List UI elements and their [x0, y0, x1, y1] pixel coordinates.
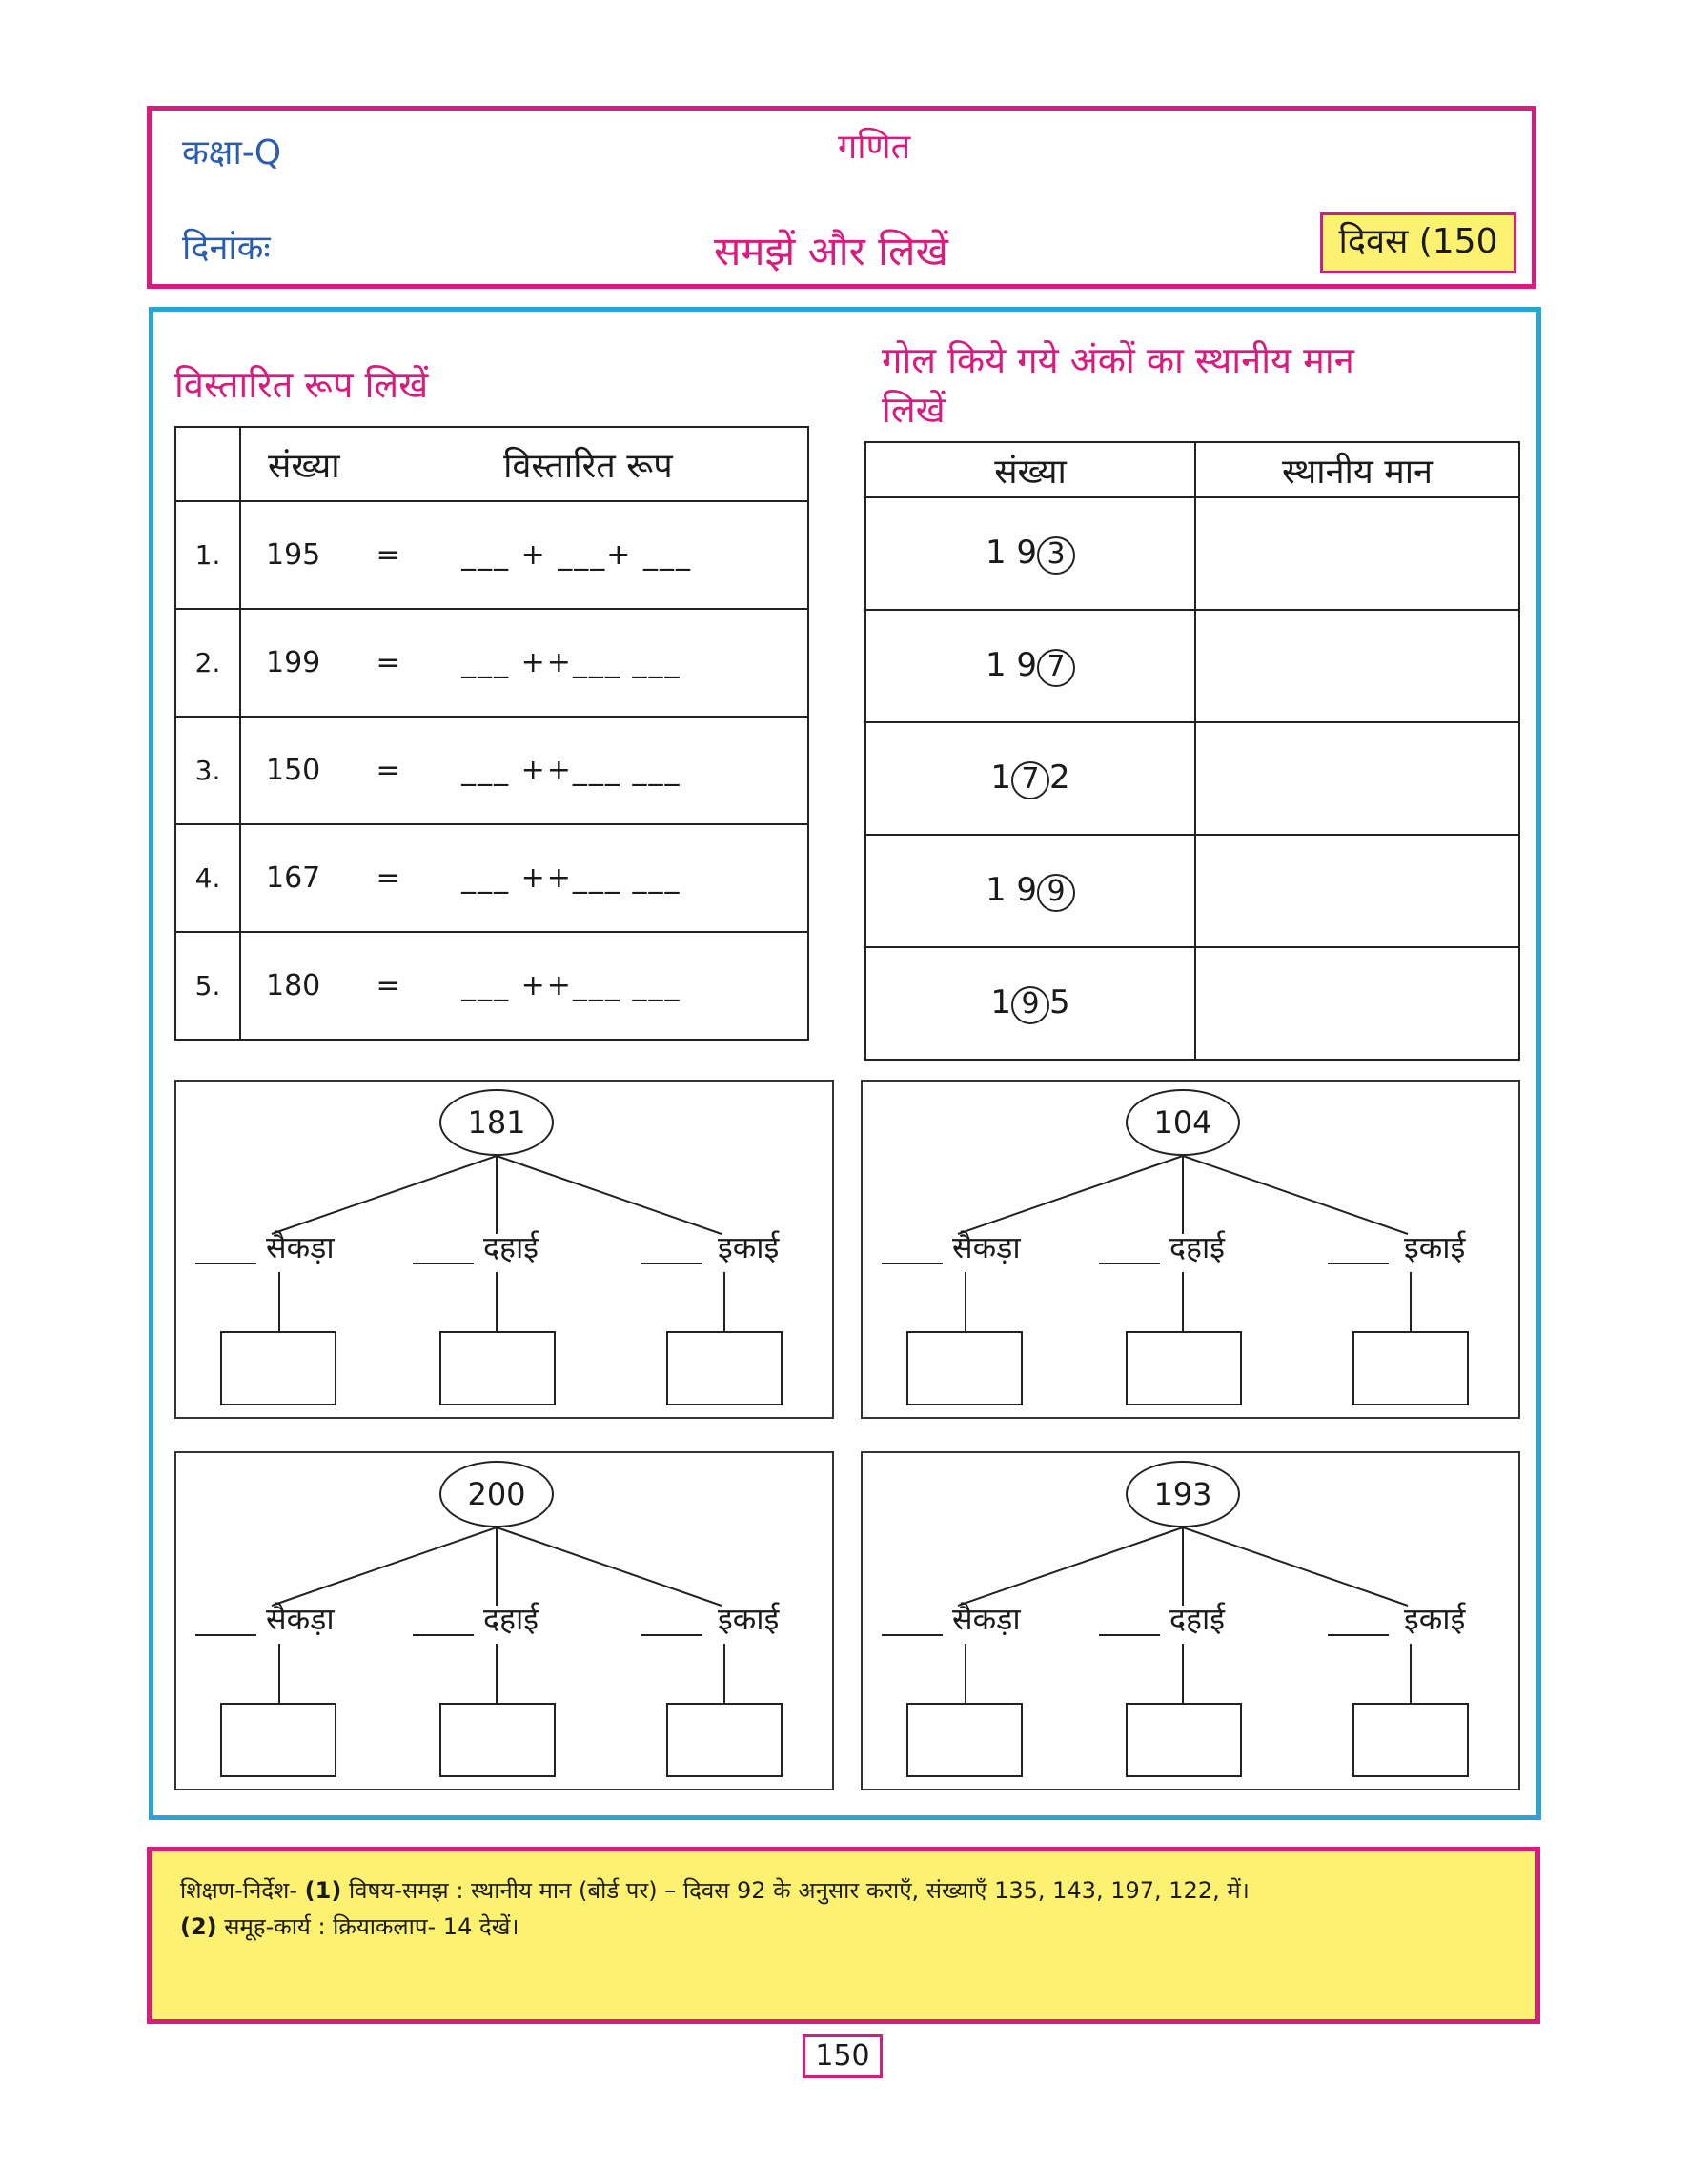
equals-sign: =	[376, 538, 400, 572]
place-value-column-header: स्थानीय मान	[1195, 442, 1519, 497]
row-index: 3.	[175, 717, 240, 824]
expanded-form-title: विस्तारित रूप लिखें	[174, 364, 429, 406]
row-index: 5.	[175, 932, 240, 1040]
note-number: (2)	[180, 1913, 217, 1940]
ones-label: इकाई	[718, 1601, 780, 1637]
number-cell	[865, 947, 1195, 1060]
answer-cell[interactable]	[1195, 835, 1519, 947]
note-text: विषय-समझ : स्थानीय मान (बोर्ड पर) – दिवस 92 के अनुसार कराएँ, संख्याएँ 135, 143, 197, 122, में।	[348, 1877, 1250, 1904]
table-row	[865, 610, 1519, 722]
hundreds-blank[interactable]	[882, 1634, 943, 1636]
table-row	[175, 824, 808, 932]
note-line-1	[180, 1874, 1250, 1906]
ones-label: इकाई	[1404, 1601, 1466, 1637]
number-cell	[865, 497, 1195, 610]
ones-blank[interactable]	[1328, 1263, 1389, 1264]
answer-cell[interactable]	[1195, 610, 1519, 722]
place-value-table-header	[865, 442, 1519, 497]
hundreds-answer-box[interactable]	[220, 1703, 336, 1777]
hundreds-answer-box[interactable]	[906, 1331, 1023, 1405]
tens-label: दहाई	[483, 1601, 539, 1637]
digits: 1 9	[985, 645, 1038, 684]
row-index: 1.	[175, 501, 240, 609]
index-header-cell	[175, 427, 240, 501]
digits: 1 9	[985, 533, 1038, 572]
table-row	[865, 947, 1519, 1060]
tree-number: 200	[439, 1461, 554, 1527]
place-value-tree	[861, 1080, 1520, 1419]
answer-blanks[interactable]: ___ + ___+ ___	[461, 538, 692, 572]
tens-answer-box[interactable]	[1126, 1331, 1242, 1405]
tens-label: दहाई	[1169, 1229, 1225, 1265]
answer-blanks[interactable]: ___ ++___ ___	[461, 861, 681, 895]
table-row	[175, 501, 808, 609]
circled-digit: 7	[1037, 649, 1075, 687]
number-column-header: संख्या	[865, 442, 1195, 497]
digits-after: 2	[1049, 758, 1070, 797]
table-row	[175, 717, 808, 824]
ones-answer-box[interactable]	[1352, 1331, 1469, 1405]
ones-answer-box[interactable]	[666, 1331, 783, 1405]
tens-label: दहाई	[483, 1229, 539, 1265]
expanded-row-content	[240, 932, 808, 1040]
tens-answer-box[interactable]	[439, 1703, 556, 1777]
table-row	[865, 835, 1519, 947]
circled-digit: 7	[1011, 761, 1049, 799]
number-cell	[865, 835, 1195, 947]
hundreds-blank[interactable]	[882, 1263, 943, 1264]
number-cell	[865, 610, 1195, 722]
row-number: 199	[266, 646, 321, 679]
row-index: 4.	[175, 824, 240, 932]
expanded-header-cell	[240, 427, 808, 501]
tens-blank[interactable]	[413, 1263, 474, 1264]
circled-digit: 9	[1011, 986, 1049, 1024]
row-number: 195	[266, 538, 321, 572]
date-label: दिनांकः	[182, 229, 271, 268]
ones-blank[interactable]	[641, 1263, 702, 1264]
expanded-column-header: विस्तारित रूप	[503, 446, 673, 486]
place-value-table	[864, 441, 1520, 1061]
row-number: 150	[266, 754, 321, 787]
expanded-row-content	[240, 717, 808, 824]
hundreds-blank[interactable]	[195, 1263, 256, 1264]
row-index: 2.	[175, 609, 240, 717]
expanded-form-table	[174, 426, 809, 1041]
circled-digit: 3	[1037, 536, 1075, 575]
day-badge: दिवस (150	[1320, 212, 1516, 273]
note-number: (1)	[304, 1877, 342, 1904]
answer-blanks[interactable]: ___ ++___ ___	[461, 754, 681, 787]
hundreds-label: सैकड़ा	[266, 1601, 335, 1637]
place-value-tree	[861, 1451, 1520, 1790]
note-text: समूह-कार्य : क्रियाकलाप- 14 देखें।	[224, 1913, 519, 1940]
row-number: 167	[266, 861, 321, 895]
tens-blank[interactable]	[1099, 1634, 1160, 1636]
note-line-2	[180, 1911, 519, 1942]
answer-cell[interactable]	[1195, 497, 1519, 610]
subject-title: गणित	[838, 128, 911, 167]
number-column-header: संख्या	[268, 446, 340, 486]
digits: 1 9	[985, 870, 1038, 909]
tens-answer-box[interactable]	[1126, 1703, 1242, 1777]
hundreds-blank[interactable]	[195, 1634, 256, 1636]
tree-number: 181	[439, 1089, 554, 1156]
page-number: 150	[803, 2034, 883, 2078]
hundreds-answer-box[interactable]	[220, 1331, 336, 1405]
tree-number: 104	[1126, 1089, 1240, 1156]
answer-blanks[interactable]: ___ ++___ ___	[461, 646, 681, 679]
ones-answer-box[interactable]	[1352, 1703, 1469, 1777]
ones-answer-box[interactable]	[666, 1703, 783, 1777]
table-row	[865, 722, 1519, 835]
table-row	[175, 932, 808, 1040]
equals-sign: =	[376, 969, 400, 1002]
answer-cell[interactable]	[1195, 947, 1519, 1060]
place-value-tree	[174, 1080, 834, 1419]
hundreds-label: सैकड़ा	[266, 1229, 335, 1265]
class-label: कक्षा-Q	[182, 133, 282, 172]
tens-blank[interactable]	[413, 1634, 474, 1636]
notes-prefix: शिक्षण-निर्देश-	[180, 1877, 298, 1904]
number-cell	[865, 722, 1195, 835]
row-number: 180	[266, 969, 321, 1002]
answer-blanks[interactable]: ___ ++___ ___	[461, 969, 681, 1002]
digits: 1	[990, 982, 1011, 1021]
hundreds-label: सैकड़ा	[952, 1601, 1021, 1637]
expanded-row-content	[240, 609, 808, 717]
table-row	[175, 609, 808, 717]
equals-sign: =	[376, 861, 400, 895]
tens-blank[interactable]	[1099, 1263, 1160, 1264]
ones-label: इकाई	[1404, 1229, 1466, 1265]
tens-answer-box[interactable]	[439, 1331, 556, 1405]
equals-sign: =	[376, 754, 400, 787]
place-value-title-line2: लिखें	[882, 389, 946, 431]
tens-label: दहाई	[1169, 1601, 1225, 1637]
table-row	[865, 497, 1519, 610]
digits: 1	[990, 758, 1011, 797]
answer-cell[interactable]	[1195, 722, 1519, 835]
expanded-table-header	[175, 427, 808, 501]
ones-blank[interactable]	[641, 1634, 702, 1636]
worksheet-title: समझें और लिखें	[714, 228, 948, 274]
circled-digit: 9	[1037, 874, 1075, 912]
ones-blank[interactable]	[1328, 1634, 1389, 1636]
digits-after: 5	[1049, 982, 1070, 1021]
header-box	[147, 106, 1536, 289]
place-value-title-line1: गोल किये गये अंकों का स्थानीय मान	[882, 339, 1354, 381]
expanded-row-content	[240, 824, 808, 932]
hundreds-label: सैकड़ा	[952, 1229, 1021, 1265]
ones-label: इकाई	[718, 1229, 780, 1265]
hundreds-answer-box[interactable]	[906, 1703, 1023, 1777]
expanded-row-content	[240, 501, 808, 609]
place-value-tree	[174, 1451, 834, 1790]
tree-number: 193	[1126, 1461, 1240, 1527]
main-content-box	[149, 307, 1541, 1820]
teaching-notes-box	[147, 1847, 1540, 2024]
equals-sign: =	[376, 646, 400, 679]
